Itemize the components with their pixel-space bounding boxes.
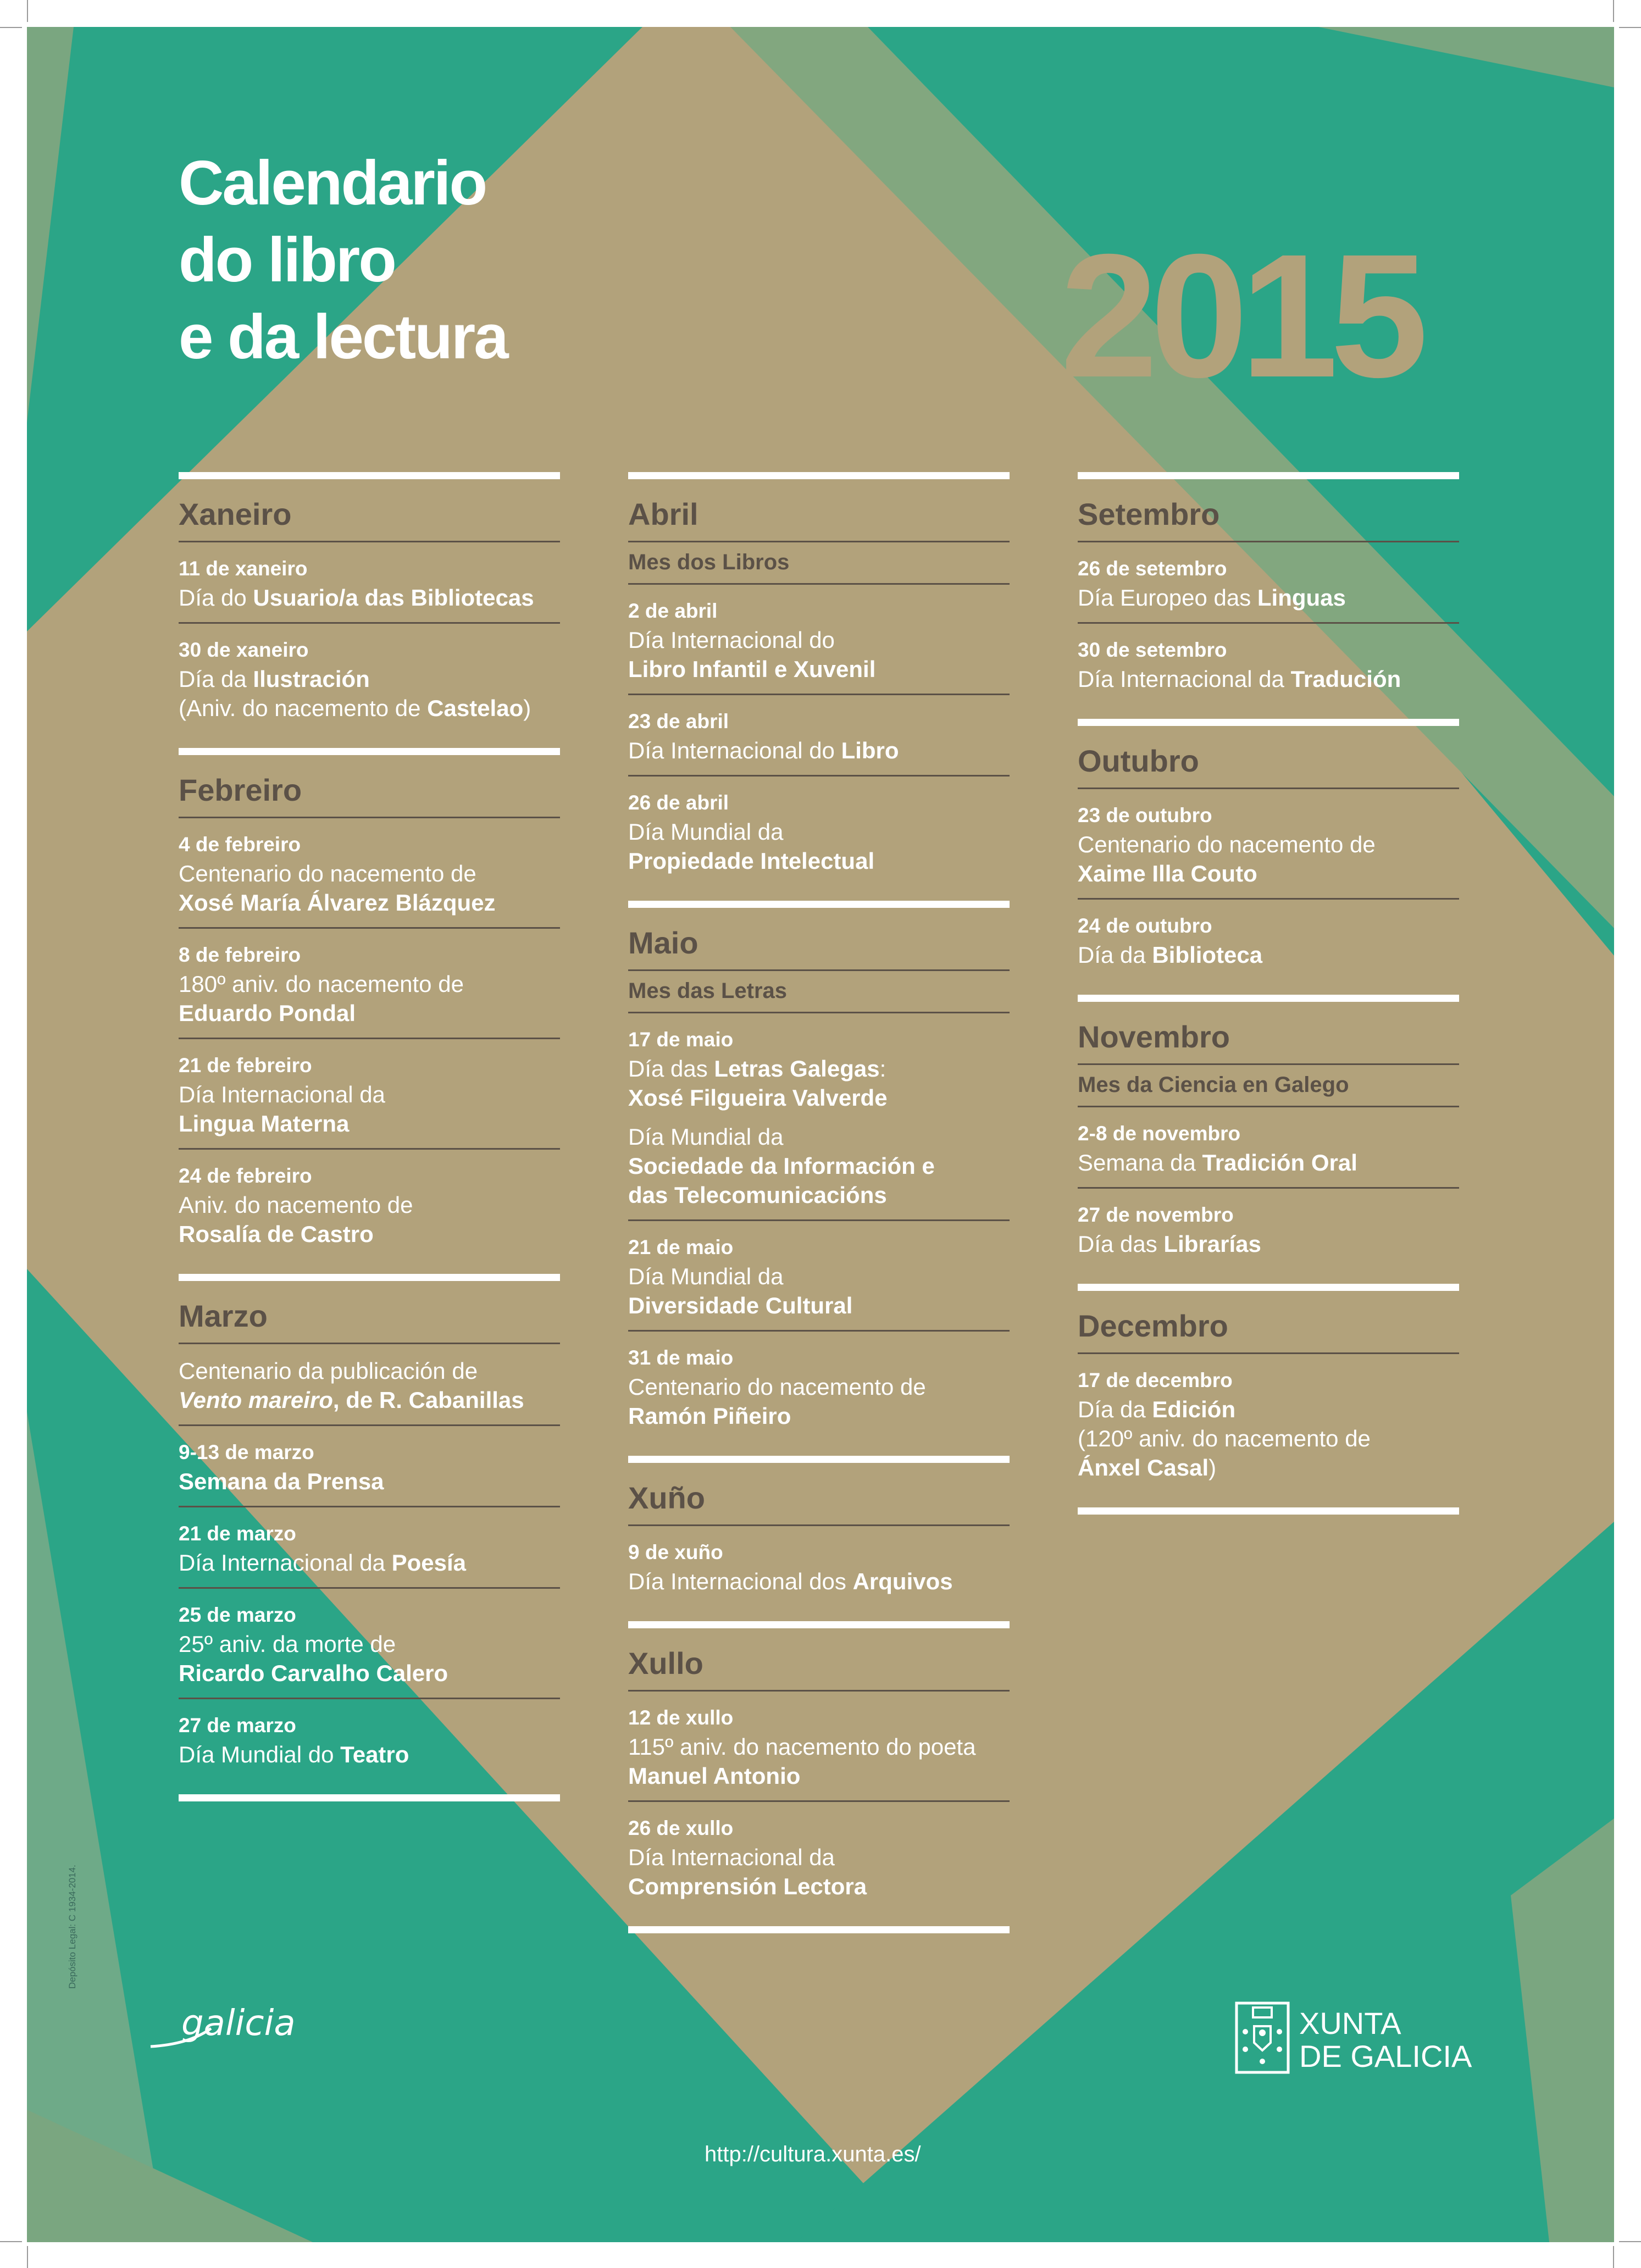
event-text: Centenario do nacemento de <box>1078 831 1376 857</box>
month-subtitle: Mes das Letras <box>628 979 788 1003</box>
event-text: Manuel Antonio <box>628 1763 801 1789</box>
month-heading: Xuño <box>628 1480 705 1515</box>
title-line-3: e da lectura <box>179 302 507 372</box>
month-heading: Marzo <box>179 1299 268 1333</box>
month-heading: Xullo <box>628 1646 703 1681</box>
section-gap <box>628 885 1010 901</box>
event-date: 21 de febreiro <box>179 1054 312 1077</box>
event-text: Día do Usuario/a das Bibliotecas <box>179 585 534 611</box>
month-heading: Setembro <box>1078 497 1220 531</box>
section-gap <box>628 1911 1010 1926</box>
section-gap <box>1078 979 1459 995</box>
event-date: 12 de xullo <box>628 1706 734 1729</box>
month-separator <box>179 1274 560 1281</box>
calendar-event <box>628 585 1010 694</box>
section-gap <box>179 733 560 748</box>
event-text: Xosé María Álvarez Blázquez <box>179 890 496 916</box>
month-separator <box>1078 719 1459 726</box>
event-date: 23 de outubro <box>1078 804 1212 827</box>
crop-mark <box>1619 2241 1641 2242</box>
calendar-column-2 <box>628 472 1010 1933</box>
event-date: 26 de setembro <box>1078 557 1227 580</box>
poster <box>27 27 1614 2242</box>
month-heading: Decembro <box>1078 1308 1228 1343</box>
section-gap <box>179 1258 560 1274</box>
event-date: 2-8 de novembro <box>1078 1122 1241 1145</box>
month-separator <box>628 472 1010 479</box>
event-date: 27 de novembro <box>1078 1204 1234 1226</box>
calendar-event <box>628 1802 1010 1911</box>
month-heading: Outubro <box>1078 744 1199 778</box>
section-gap <box>628 1440 1010 1456</box>
event-text: Día Internacional da Tradución <box>1078 666 1401 692</box>
event-text: Propiedade Intelectual <box>628 848 875 874</box>
xunta-de-galicia-logo <box>1233 2000 1486 2080</box>
event-text: Semana da Prensa <box>179 1468 384 1494</box>
event-text: Centenario da publicación de <box>179 1358 478 1384</box>
event-text: Rosalía de Castro <box>179 1221 374 1247</box>
event-date: 11 de xaneiro <box>179 557 308 580</box>
column-end-separator <box>179 1794 560 1801</box>
crop-mark <box>0 2241 22 2242</box>
event-text: Día Mundial da <box>628 819 784 845</box>
xunta-logo-line-2: DE GALICIA <box>1299 2039 1472 2073</box>
calendar-column-1 <box>179 472 560 1801</box>
month-heading: Novembro <box>1078 1019 1230 1054</box>
event-text: Día Mundial da <box>628 1263 784 1289</box>
event-text: Día Internacional do <box>628 627 835 653</box>
calendar-event <box>1078 789 1459 898</box>
calendar-event <box>179 1150 560 1258</box>
event-text: Día da Biblioteca <box>1078 942 1263 968</box>
calendar-event <box>628 777 1010 885</box>
event-text: Día da Ilustración <box>179 666 370 692</box>
section-gap <box>1078 1492 1459 1507</box>
event-date: 9-13 de marzo <box>179 1441 314 1463</box>
galicia-logo-icon <box>145 1994 321 2060</box>
event-text: Vento mareiro, de R. Cabanillas <box>179 1387 524 1413</box>
calendar-column-3 <box>1078 472 1459 1515</box>
column-end-separator <box>628 1926 1010 1933</box>
month-separator <box>628 1456 1010 1463</box>
event-text: Ricardo Carvalho Calero <box>179 1660 448 1686</box>
section-gap <box>628 1606 1010 1621</box>
event-text: Día Europeo das Linguas <box>1078 585 1346 611</box>
calendar-event <box>179 1426 560 1506</box>
event-date: 30 de xaneiro <box>179 639 309 661</box>
event-text: 25º aniv. da morte de <box>179 1631 396 1657</box>
month-heading: Xaneiro <box>179 497 292 531</box>
crop-mark <box>0 27 22 28</box>
calendar-event <box>628 1526 1010 1606</box>
month-separator <box>1078 995 1459 1002</box>
event-text: Aniv. do nacemento de <box>179 1192 413 1218</box>
column-end-separator <box>1078 1507 1459 1515</box>
event-text: Día das Librarías <box>1078 1231 1261 1257</box>
event-text: Día Internacional da <box>179 1082 385 1107</box>
event-date: 21 de maio <box>628 1236 734 1258</box>
website-link[interactable]: http://cultura.xunta.es/ <box>705 2142 921 2166</box>
event-text: Día Internacional da Poesía <box>179 1550 466 1576</box>
event-text: Ánxel Casal) <box>1078 1455 1217 1480</box>
event-text: Eduardo Pondal <box>179 1000 356 1026</box>
section-gap <box>179 1779 560 1794</box>
calendar-event <box>1078 624 1459 703</box>
event-date: 4 de febreiro <box>179 833 301 856</box>
galicia-logo-text: galicia <box>181 2003 296 2044</box>
event-date: 24 de febreiro <box>179 1165 312 1187</box>
event-text: 115º aniv. do nacemento do poeta <box>628 1734 976 1760</box>
crop-mark <box>1613 0 1614 22</box>
event-text: Día Mundial do Teatro <box>179 1742 409 1767</box>
section-gap <box>1078 703 1459 719</box>
month-separator <box>179 472 560 479</box>
crop-mark <box>27 2246 28 2268</box>
month-heading: Maio <box>628 925 698 960</box>
crop-mark <box>27 0 28 22</box>
xunta-logo-line-1: XUNTA <box>1299 2006 1401 2040</box>
event-date: 30 de setembro <box>1078 639 1227 661</box>
calendar-event <box>179 1344 560 1424</box>
event-date: 17 de maio <box>628 1028 734 1051</box>
month-separator <box>1078 1284 1459 1291</box>
calendar-event <box>179 818 560 927</box>
calendar-event <box>628 1692 1010 1800</box>
event-text: Sociedade da Información e <box>628 1153 935 1179</box>
crop-mark <box>1619 27 1641 28</box>
event-date: 27 de marzo <box>179 1714 296 1737</box>
event-date: 21 de marzo <box>179 1522 296 1545</box>
calendar-event <box>1078 1107 1459 1187</box>
calendar-event <box>179 624 560 733</box>
event-date: 2 de abril <box>628 600 718 622</box>
event-text: Día da Edición <box>1078 1396 1236 1422</box>
calendar-event <box>179 929 560 1038</box>
section-gap <box>1078 1268 1459 1284</box>
calendar-event <box>628 1332 1010 1440</box>
event-date: 8 de febreiro <box>179 944 301 966</box>
event-date: 23 de abril <box>628 710 729 733</box>
galicia-logo <box>145 1994 321 2063</box>
event-date: 26 de xullo <box>628 1817 734 1839</box>
event-text: Diversidade Cultural <box>628 1293 853 1318</box>
event-text: Día Mundial da <box>628 1124 784 1150</box>
event-text: (120º aniv. do nacemento de <box>1078 1426 1371 1451</box>
event-text: Día Internacional da <box>628 1844 835 1870</box>
calendar-event <box>179 1699 560 1779</box>
month-subtitle: Mes da Ciencia en Galego <box>1078 1073 1349 1097</box>
calendar-event <box>1078 900 1459 979</box>
event-text: Centenario do nacemento de <box>179 861 476 886</box>
calendar-event <box>628 695 1010 775</box>
year: 2015 <box>1060 217 1421 414</box>
month-heading: Abril <box>628 497 698 531</box>
event-text: Xosé Filgueira Valverde <box>628 1085 888 1111</box>
event-text: Centenario do nacemento de <box>628 1374 926 1400</box>
event-text: Ramón Piñeiro <box>628 1403 791 1429</box>
month-heading: Febreiro <box>179 773 302 807</box>
event-date: 9 de xuño <box>628 1541 723 1563</box>
event-text: Xaime Illa Couto <box>1078 861 1257 886</box>
calendar-event <box>179 1507 560 1587</box>
event-text: 180º aniv. do nacemento de <box>179 971 464 997</box>
month-separator <box>628 901 1010 908</box>
calendar-event <box>179 1039 560 1148</box>
calendar-event <box>628 1013 1010 1122</box>
event-text: Libro Infantil e Xuvenil <box>628 656 876 682</box>
crop-mark <box>1613 2246 1614 2268</box>
title-line-2: do libro <box>179 225 395 295</box>
calendar-event <box>1078 1189 1459 1268</box>
event-date: 24 de outubro <box>1078 914 1212 937</box>
event-date: 31 de maio <box>628 1346 734 1369</box>
month-separator <box>1078 472 1459 479</box>
event-date: 26 de abril <box>628 791 729 814</box>
event-text: Día Internacional do Libro <box>628 737 899 763</box>
event-text: Día Internacional dos Arquivos <box>628 1568 953 1594</box>
month-separator <box>628 1621 1010 1628</box>
event-date: 17 de decembro <box>1078 1369 1233 1391</box>
calendar-event <box>628 1221 1010 1330</box>
xunta-coat-of-arms-icon <box>1237 2003 1288 2072</box>
title-line-1: Calendario <box>179 148 486 218</box>
month-subtitle: Mes dos Libros <box>628 550 790 574</box>
event-text: Comprensión Lectora <box>628 1873 867 1899</box>
calendar-event <box>179 542 560 622</box>
event-date: 25 de marzo <box>179 1604 296 1626</box>
calendar-event <box>1078 1354 1459 1492</box>
calendar-event <box>628 1122 1010 1219</box>
calendar-event <box>1078 542 1459 622</box>
event-text: das Telecomunicacións <box>628 1182 887 1208</box>
month-separator <box>179 748 560 755</box>
event-text: Día das Letras Galegas: <box>628 1056 886 1082</box>
calendar-event <box>179 1589 560 1698</box>
event-text: Semana da Tradición Oral <box>1078 1150 1357 1175</box>
legal-deposit: Depósito Legal: C 1934-2014. <box>67 1865 77 1989</box>
event-text: Lingua Materna <box>179 1111 350 1136</box>
event-text: (Aniv. do nacemento de Castelao) <box>179 695 531 721</box>
